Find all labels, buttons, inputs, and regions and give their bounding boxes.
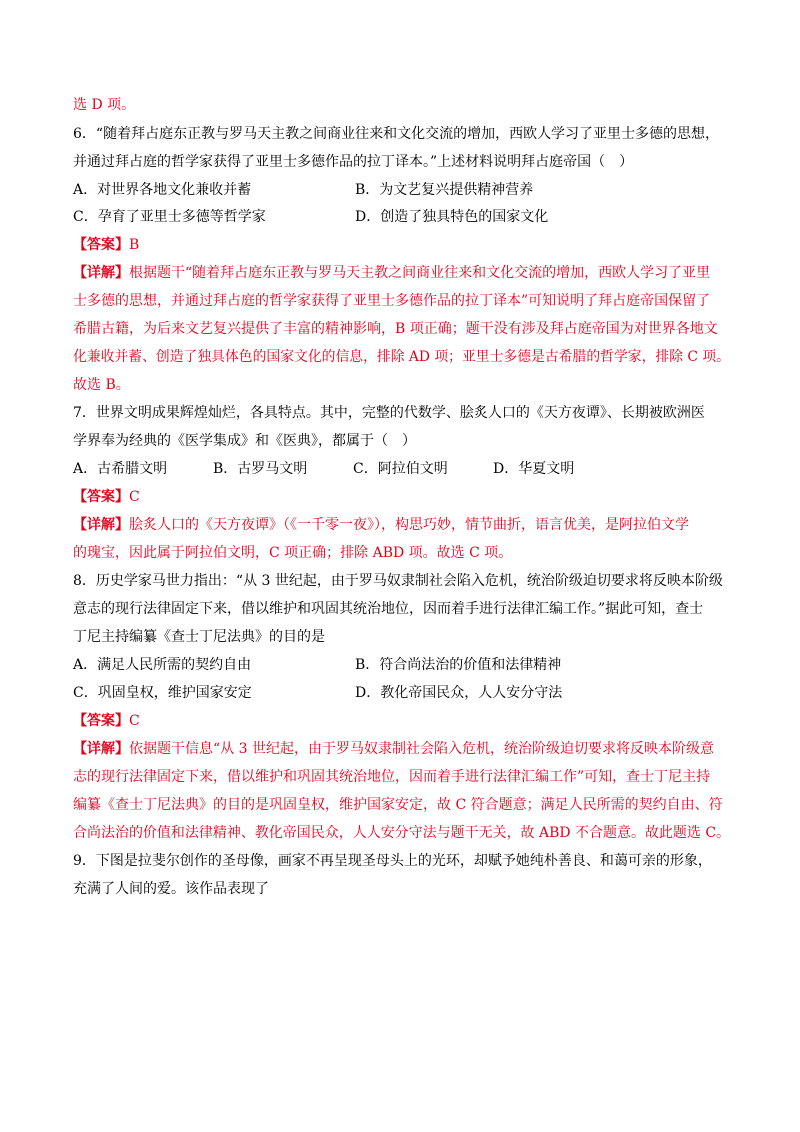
q7-answer [73,487,140,507]
q6-detail-line-2: 士多德的思想，并通过拜占庭的哲学家获得了亚里士多德作品的拉丁译本”可知说明了拜占庭帝国保留了 [73,293,711,309]
q6-detail-line-3: 希腊古籍，为后来文艺复兴提供了丰富的精神影响，B 项正确；题干没有涉及拜占庭帝国为对世界各地文 [73,321,718,337]
q8-option-c: C．巩固皇权，维护国家安定 [73,685,252,701]
q8-detail-line-1 [73,739,714,759]
prev-answer-tail: 选 D 项。 [73,97,136,113]
q7-option-b: B．古罗马文明 [213,461,308,477]
detail-label: 【详解】 [73,741,129,757]
q6-option-d: D．创造了独具特色的国家文化 [355,209,549,225]
q6-option-b: B．为文艺复兴提供精神营养 [355,182,534,198]
answer-label: 【答案】 [73,489,129,505]
q7-detail-line-1 [73,515,689,535]
answer-value: B [129,237,140,253]
q8-option-a: A．满足人民所需的契约自由 [73,657,252,673]
answer-value: C [129,489,140,505]
q8-stem-line-2: 意志的现行法律固定下来，借以维护和巩固其统治地位，因而着手进行法律汇编工作。”据此可知，查士 [73,601,704,617]
detail-label: 【详解】 [73,265,129,281]
q8-detail-line-4: 合尚法治的价值和法律精神、教化帝国民众，人人安分守法与题干无关，故 ABD 不合题意。故此题选 C。 [73,825,731,841]
q8-answer [73,711,140,731]
q7-stem-line-2: 学界奉为经典的《医学集成》和《医典》，都属于（ ） [73,433,416,449]
answer-label: 【答案】 [73,713,129,729]
q6-stem-line-2: 并通过拜占庭的哲学家获得了亚里士多德作品的拉丁译本。”上述材料说明拜占庭帝国（ ） [73,154,634,170]
q9-stem-line-1: 9．下图是拉斐尔创作的圣母像，画家不再呈现圣母头上的光环，却赋予她纯朴善良、和蔼可亲的形象， [73,853,712,869]
detail-text: 根据题干“随着拜占庭东正教与罗马天主教之间商业往来和文化交流的增加，西欧人学习了亚里 [129,265,711,281]
answer-value: C [129,713,140,729]
q6-option-a: A．对世界各地文化兼收并蓄 [73,182,252,198]
answer-label: 【答案】 [73,237,129,253]
q7-detail-line-2: 的瑰宝，因此属于阿拉伯文明，C 项正确；排除 ABD 项。故选 C 项。 [73,545,513,561]
q8-detail-line-2: 志的现行法律固定下来，借以维护和巩固其统治地位，因而着手进行法律汇编工作”可知，查士丁尼主持 [73,769,711,785]
q6-stem-line-1: 6．“随着拜占庭东正教与罗马天主教之间商业往来和文化交流的增加，西欧人学习了亚里士多德的思想， [73,126,720,142]
q8-stem-line-1: 8．历史学家马世力指出：“从 3 世纪起，由于罗马奴隶制社会陷入危机，统治阶级迫切要求将反映本阶级 [73,573,723,589]
q7-option-d: D．华夏文明 [493,461,575,477]
q6-answer [73,235,139,255]
detail-text: 脍炙人口的《天方夜谭》（《一千零一夜》），构思巧妙，情节曲折，语言优美，是阿拉伯文学 [129,517,689,533]
q7-option-c: C．阿拉伯文明 [353,461,448,477]
q9-stem-line-2: 充满了人间的爱。该作品表现了 [73,881,269,897]
detail-text: 依据题干信息“从 3 世纪起，由于罗马奴隶制社会陷入危机，统治阶级迫切要求将反映本阶级意 [129,741,714,757]
detail-label: 【详解】 [73,517,129,533]
q6-detail-line-5: 故选 B。 [73,377,130,393]
q7-option-a: A．古希腊文明 [73,461,168,477]
q7-stem-line-1: 7．世界文明成果辉煌灿烂，各具特点。其中，完整的代数学、脍炙人口的《天方夜谭》、长期被欧洲医 [73,405,705,421]
q8-option-b: B．符合尚法治的价值和法律精神 [355,657,562,673]
q8-option-d: D．教化帝国民众，人人安分守法 [355,685,563,701]
q6-detail-line-4: 化兼收并蓄、创造了独具体色的国家文化的信息，排除 AD 项；亚里士多德是古希腊的哲学家，排除 C 项。 [73,349,731,365]
q8-stem-line-3: 丁尼主持编纂《查士丁尼法典》的目的是 [73,629,325,645]
q6-detail-line-1 [73,263,710,283]
q8-detail-line-3: 编纂《查士丁尼法典》的目的是巩固皇权，维护国家安定，故 C 符合题意；满足人民所需的契约自由、符 [73,797,723,813]
q6-option-c: C．孕育了亚里士多德等哲学家 [73,209,266,225]
